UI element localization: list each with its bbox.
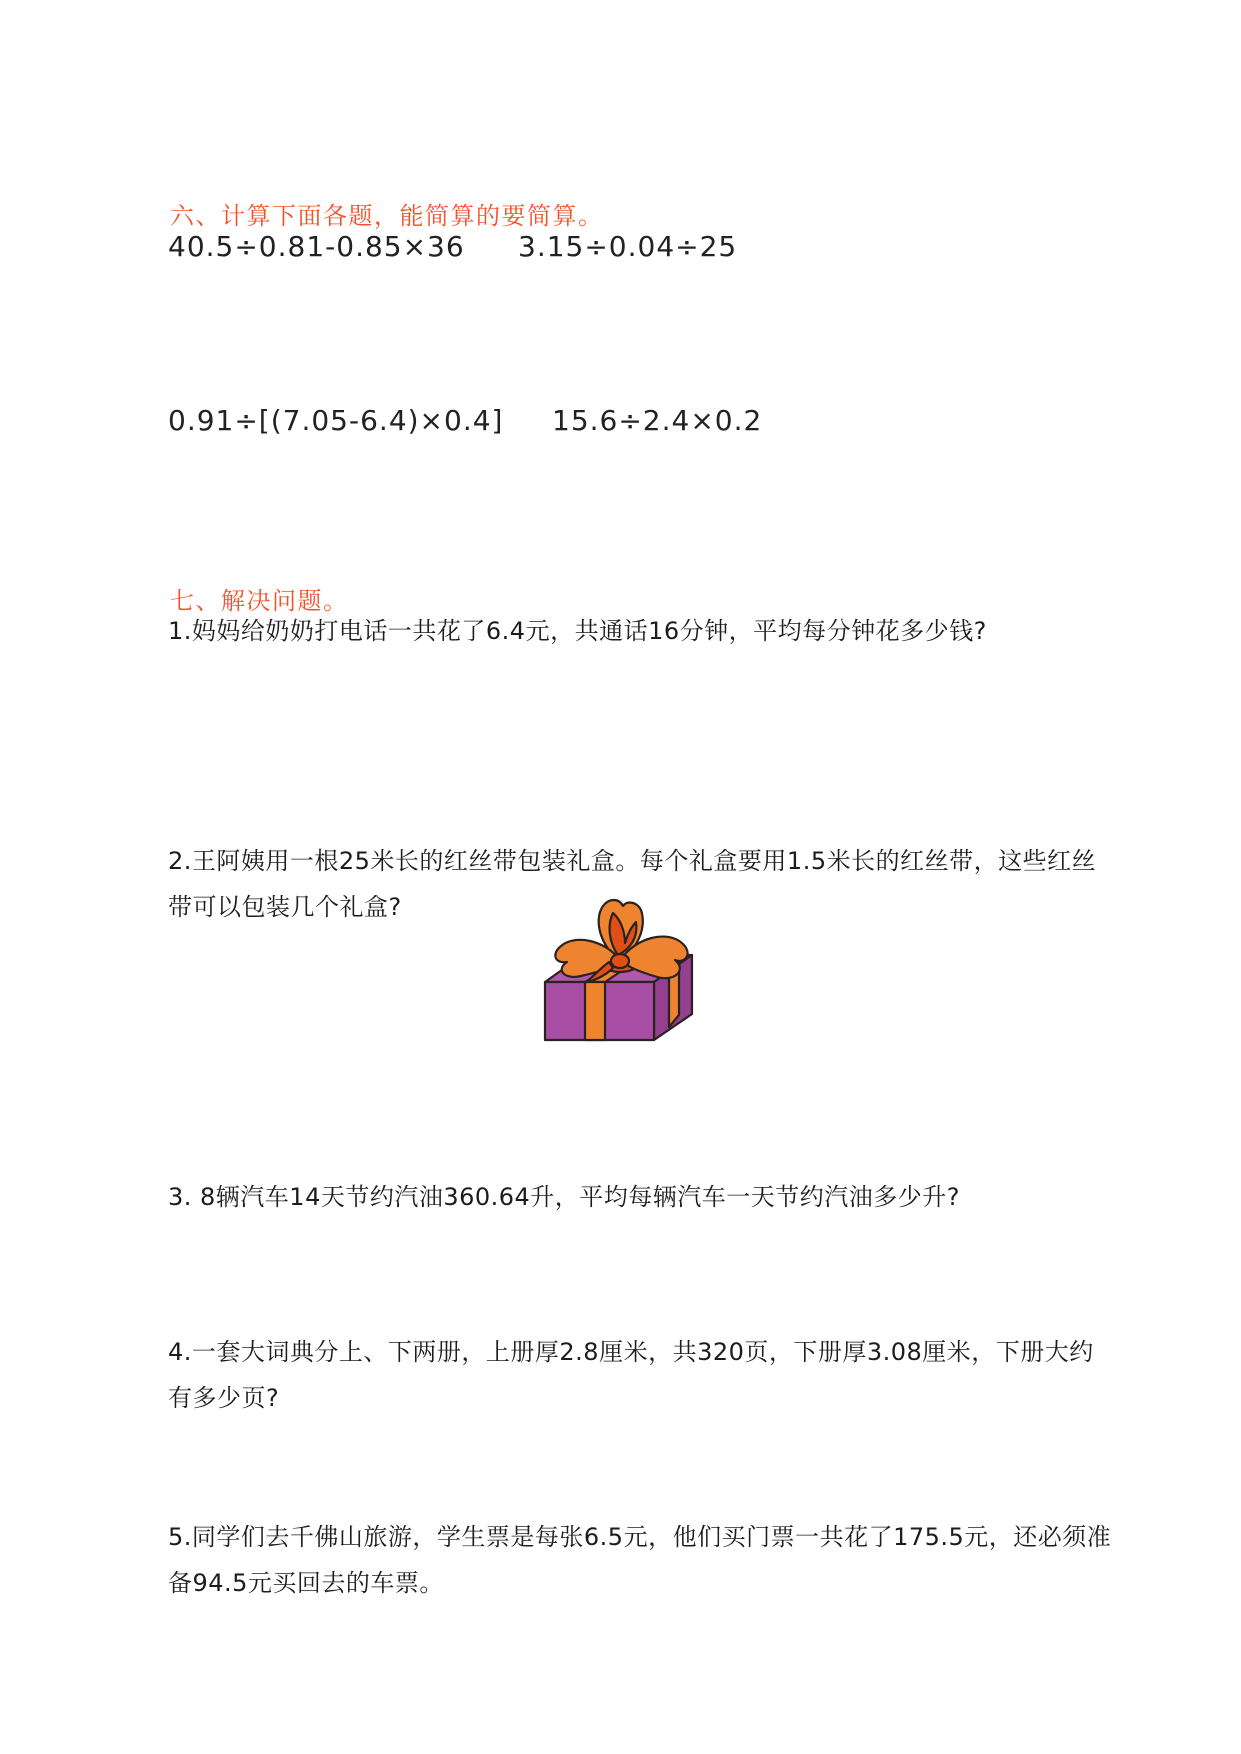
gift-box-illustration [543, 898, 695, 1055]
problem-3: 3. 8辆汽车14天节约汽油360.64升，平均每辆汽车一天节约汽油多少升? [168, 1183, 961, 1211]
math-expression-3: 0.91÷[(7.05-6.4)×0.4] [168, 404, 504, 437]
gift-front-ribbon [585, 982, 605, 1040]
problem-1: 1.妈妈给奶奶打电话一共花了6.4元，共通话16分钟，平均每分钟花多少钱? [168, 617, 987, 645]
problem-4: 4.一套大词典分上、下两册，上册厚2.8厘米，共320页，下册厚3.08厘米，下册大约有多少页? [168, 1338, 1094, 1412]
math-expression-4: 15.6÷2.4×0.2 [552, 404, 763, 437]
math-expression-2: 3.15÷0.04÷25 [518, 230, 738, 263]
problem-5: 5.同学们去千佛山旅游，学生票是每张6.5元，他们买门票一共花了175.5元，还必须准备94.5元买回去的车票。 [168, 1523, 1112, 1597]
section-6-heading: 六、计算下面各题，能简算的要简算。 [170, 202, 604, 230]
bow-knot [611, 954, 629, 968]
section-7-heading: 七、解决问题。 [170, 587, 349, 615]
gift-box-outline-group [545, 900, 692, 1040]
math-expression-1: 40.5÷0.81-0.85×36 [168, 230, 465, 263]
problem-2: 2.王阿姨用一根25米长的红丝带包装礼盒。每个礼盒要用1.5米长的红丝带，这些红丝带可以包装几个礼盒? [168, 847, 1097, 921]
